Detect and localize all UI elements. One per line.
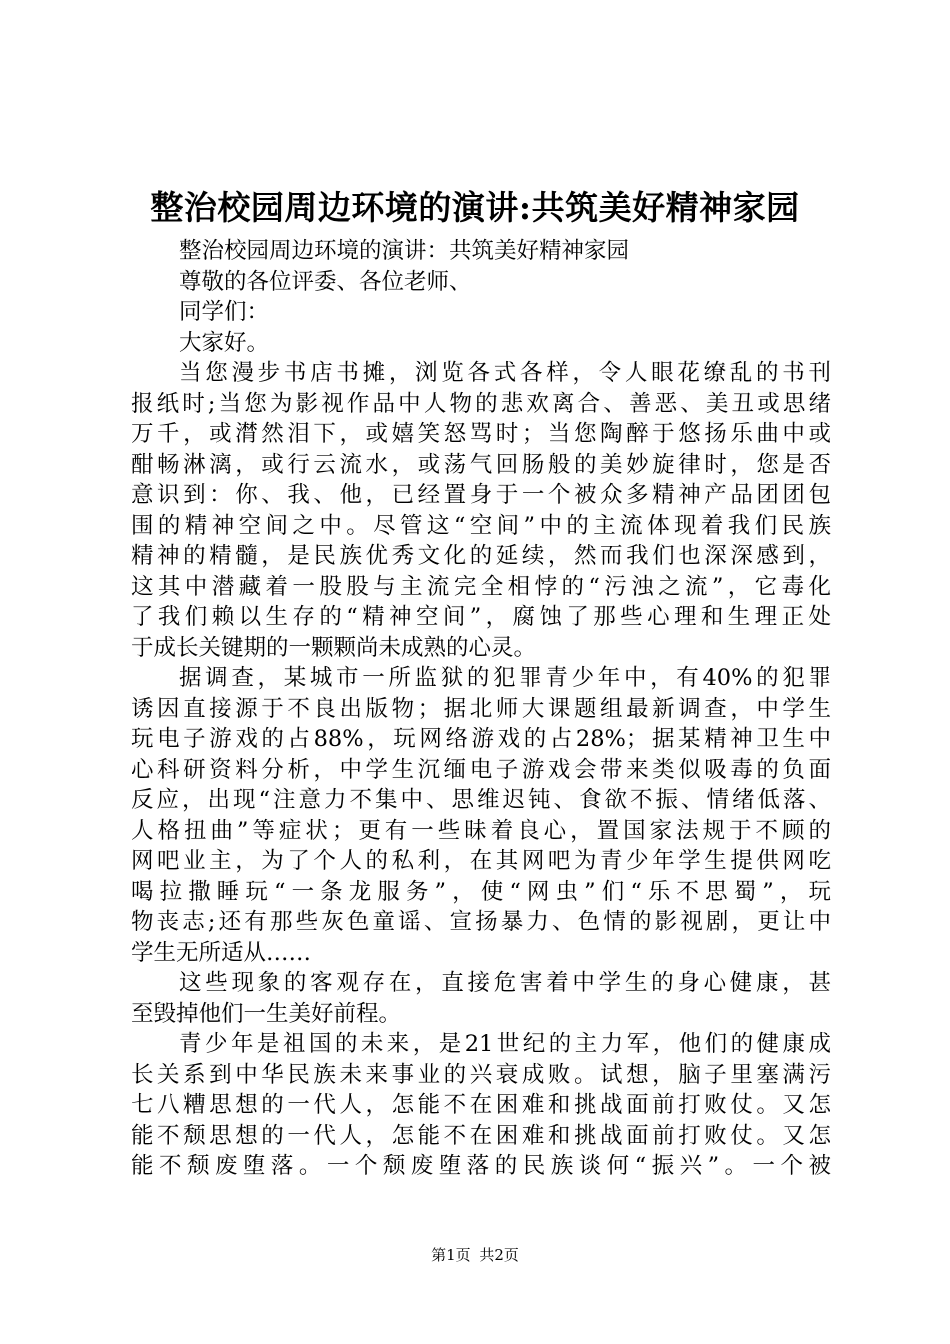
text-line: 喝拉撒睡玩“一条龙服务”，使“网虫”们“乐不思蜀”，玩 [131,878,831,905]
text-line: 大家好。 [179,329,270,356]
page-number: 第1页 [431,1246,471,1264]
text-line: 玩电子游戏的占88%，玩网络游戏的占28%；据某精神卫生中 [131,726,831,752]
text-line: 酣畅淋漓，或行云流水，或荡气回肠般的美妙旋律时，您是否 [131,451,831,478]
text-line: 至毁掉他们一生美好前程。 [131,1000,402,1027]
text-line: 学生无所适从…… [131,939,312,966]
page-footer [0,1245,950,1265]
text-line: 网吧业主，为了个人的私利，在其网吧为青少年学生提供网吃 [131,848,831,874]
text-line: 七八糟思想的一代人，怎能不在困难和挑战面前打败仗。又怎 [131,1092,831,1118]
text-line: 据调查，某城市一所监狱的犯罪青少年中，有40%的犯罪 [179,665,831,691]
text-line: 了我们赖以生存的“精神空间”，腐蚀了那些心理和生理正处 [131,604,831,630]
text-line: 物丧志;还有那些灰色童谣、宣扬暴力、色情的影视剧，更让中 [131,909,831,935]
text-line: 于成长关键期的一颗颗尚未成熟的心灵。 [131,634,537,661]
text-line: 同学们： [179,299,270,325]
text-line: 意识到：你、我、他，已经置身于一个被众多精神产品团团包 [131,482,831,508]
text-line: 心科研资料分析，中学生沉缅电子游戏会带来类似吸毒的负面 [131,756,831,783]
text-line: 围的精神空间之中。尽管这“空间”中的主流体现着我们民族 [131,512,831,539]
text-line: 反应，出现“注意力不集中、思维迟钝、食欲不振、情绪低落、 [131,787,831,813]
document-title: 整治校园周边环境的演讲:共筑美好精神家园 [150,188,800,227]
text-line: 这些现象的客观存在，直接危害着中学生的身心健康，甚 [179,970,831,996]
text-line: 报纸时;当您为影视作品中人物的悲欢离合、善恶、美丑或思绪 [131,390,831,417]
text-line: 万千，或潸然泪下，或嬉笑怒骂时；当您陶醉于悠扬乐曲中或 [131,421,831,447]
text-line: 青少年是祖国的未来，是21世纪的主力军，他们的健康成 [179,1031,831,1057]
text-line: 尊敬的各位评委、各位老师、 [179,268,472,295]
text-line: 精神的精髓，是民族优秀文化的延续，然而我们也深深感到， [131,543,831,569]
text-line: 能不颓思想的一代人，怎能不在困难和挑战面前打败仗。又怎 [131,1122,831,1149]
text-line: 能不颓废堕落。一个颓废堕落的民族谈何“振兴”。一个被 [131,1153,831,1179]
text-line: 这其中潜藏着一股股与主流完全相悖的“污浊之流”，它毒化 [131,573,831,600]
text-line: 人格扭曲”等症状；更有一些昧着良心，置国家法规于不顾的 [131,817,831,844]
text-line: 当您漫步书店书摊，浏览各式各样，令人眼花缭乱的书刊 [179,360,831,386]
document-body [131,236,831,1182]
text-line: 诱因直接源于不良出版物；据北师大课题组最新调查，中学生 [131,695,831,722]
text-line: 整治校园周边环境的演讲：共筑美好精神家园 [179,238,630,264]
text-line: 长关系到中华民族未来事业的兴衰成败。试想，脑子里塞满污 [131,1061,831,1088]
page-total: 共2页 [479,1246,519,1264]
